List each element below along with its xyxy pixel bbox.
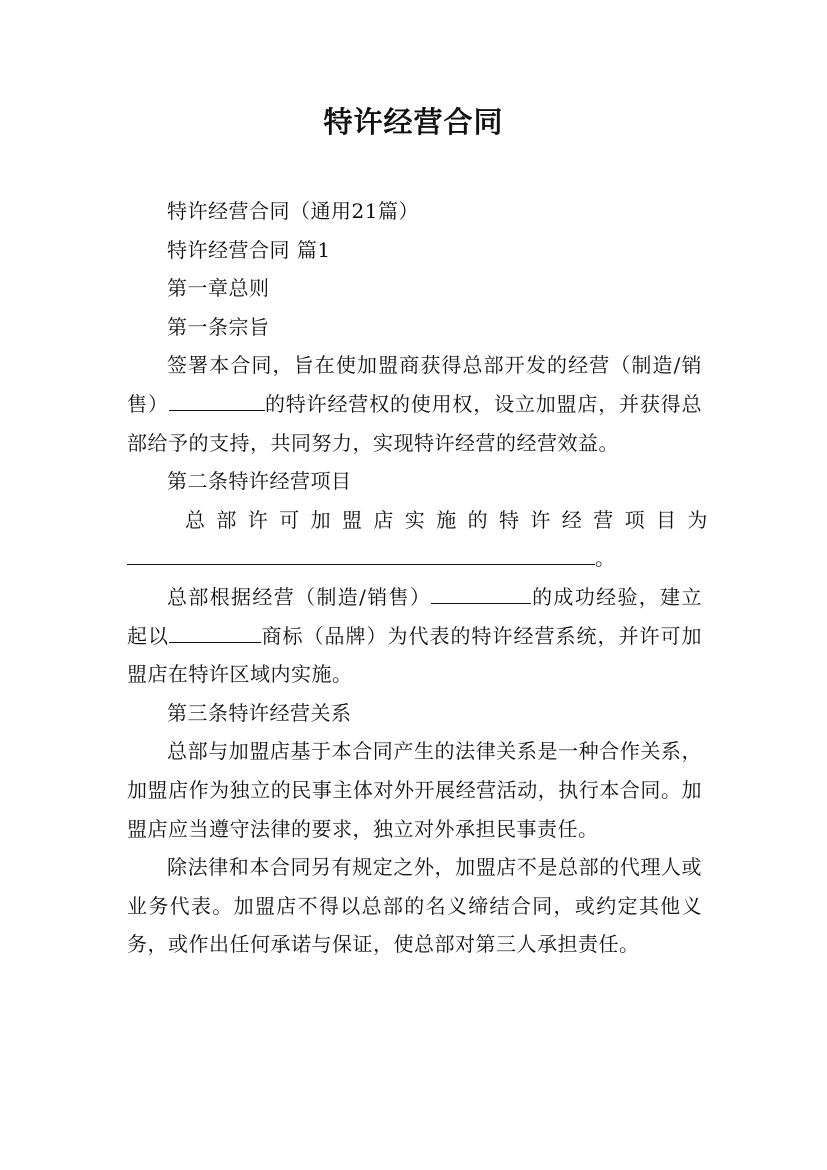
article2-line-a-end: 。 [595,546,616,571]
part-heading: 特许经营合同 篇1 [167,237,331,262]
article2-heading: 第二条特许经营项目 [167,469,352,494]
document-title: 特许经营合同 [323,105,504,139]
article2-text-b3: 商标（品牌）为代表的特许经营系统，并许可加盟店在特许区域内实施。 [127,623,702,687]
fill-blank-project [127,546,595,565]
article2-line-a-blank [127,539,702,578]
fill-blank-trademark [169,624,261,643]
article2-text-b1: 总部根据经营（制造/销售） [167,584,432,609]
document-subtitle: 特许经营合同（通用21篇） [167,199,419,223]
article1-text-b: 的特许经营权的使用权，设立加盟店，并获得总部给予的支持，共同努力，实现特许经营的经营效益。 [127,391,703,455]
article3-paragraph-1: 总部与加盟店基于本合同产生的法律关系是一种合作关系，加盟店作为独立的民事主体对外开展经营活动，执行本合同。加盟店应当遵守法律的要求，独立对外承担民事责任。 [127,739,702,841]
article3-heading: 第三条特许经营关系 [167,700,352,725]
article3-paragraph-2: 除法律和本合同另有规定之外，加盟店不是总部的代理人或业务代表。加盟店不得以总部的名义缔结合同，或约定其他义务，或作出任何承诺与保证，使总部对第三人承担责任。 [127,855,702,957]
fill-blank-product [169,392,265,411]
chapter-heading: 第一章总则 [167,276,270,301]
document-body [127,192,719,964]
article2-text-b2: 的成功经验，建立起以 [127,584,702,648]
article2-line-a: 总部许可加盟店实施的特许经营项目为 [185,507,719,532]
article1-text-a: 签署本合同，旨在使加盟商获得总部开发的经营（制造/销售） [127,353,702,416]
article1-heading: 第一条宗旨 [167,314,270,339]
article1-paragraph [127,346,702,462]
article2-paragraph [127,578,702,694]
fill-blank-business [431,585,531,604]
